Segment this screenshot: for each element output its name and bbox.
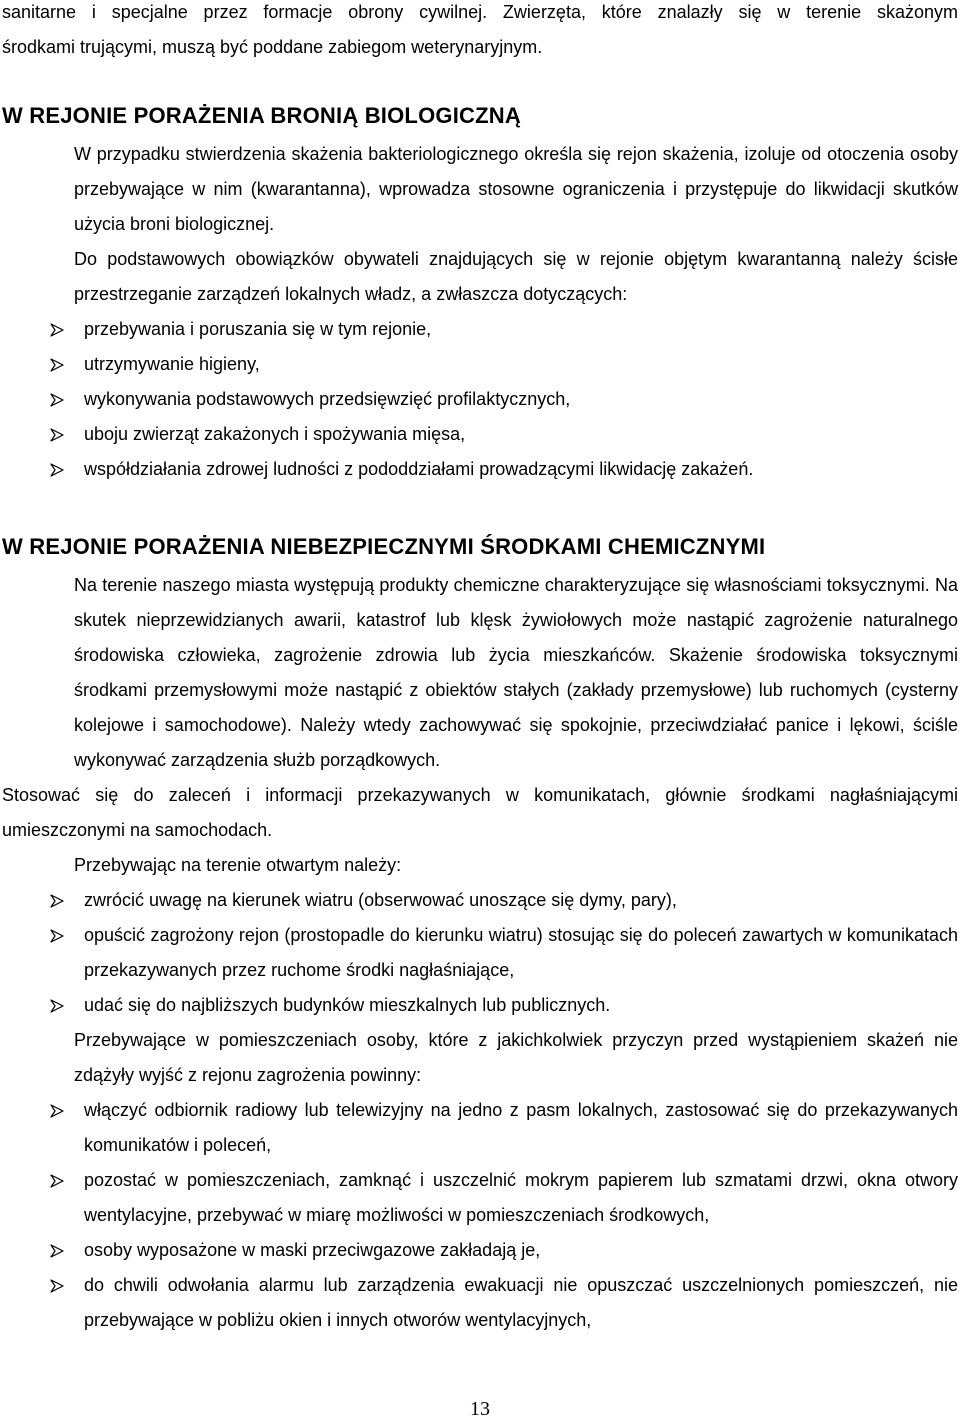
indoor-list-item [0, 1093, 960, 1163]
indoor-list-item-text: do chwili odwołania alarmu lub zarządzenia ewakuacji nie opuszczać uszczelnionych pomieszczeń, nie przebywające w pobliżu okien i innych otworów wentylacyjnych, [84, 1275, 958, 1330]
chem-paragraph-1: Na terenie naszego miasta występują produkty chemiczne charakteryzujące się własnościami toksycznymi. Na skutek nieprzewidzianych awarii, katastrof lub klęsk żywiołowych może nastąpić zagrożenie naturalnego środowiska człowieka, zagrożenie zdrowia lub życia mieszkańców. Skażenie środowiska toksycznymi środkami przemysłowymi może nastąpić z obiektów stałych (zakłady przemysłowe) lub ruchomych (cysterny kolejowe i samochodowe). Należy wtedy zachowywać się spokojnie, przeciwdziałać panice i lękowi, ściśle wykonywać zarządzenia służb porządkowych. [74, 575, 958, 770]
bio-list-item-text: współdziałania zdrowej ludności z pododdziałami prowadzącymi likwidację zakażeń. [84, 459, 754, 479]
indoor-list-item-text: włączyć odbiornik radiowy lub telewizyjny na jedno z pasm lokalnych, zastosować się do przekazywanych komunikatów i poleceń, [84, 1100, 958, 1155]
intro-block [0, 0, 960, 65]
open-list-item-text: udać się do najbliższych budynków mieszkalnych lub publicznych. [84, 995, 611, 1015]
open-list-item [0, 918, 960, 988]
intro-line-1: sanitarne i specjalne przez formacje obrony cywilnej. Zwierzęta, które znalazły się w terenie skażonym [2, 2, 958, 22]
bio-paragraph-1: W przypadku stwierdzenia skażenia bakteriologicznego określa się rejon skażenia, izoluje od otoczenia osoby przebywające w nim (kwarantanna), wprowadza stosowne ograniczenia i przystępuje do likwidacji skutków użycia broni biologicznej. [74, 144, 958, 234]
open-list-item [0, 988, 960, 1023]
indoor-list-item [0, 1233, 960, 1268]
section-heading-chemical: W REJONIE PORAŻENIA NIEBEZPIECZNYMI ŚRODKAMI CHEMICZNYMI [2, 534, 766, 559]
bio-list-item-text: wykonywania podstawowych przedsięwzięć profilaktycznych, [84, 389, 571, 409]
section-chemical [0, 532, 960, 1338]
chem-paragraph-3: Przebywając na terenie otwartym należy: [74, 855, 402, 875]
bio-paragraph-2: Do podstawowych obowiązków obywateli znajdujących się w rejonie objętym kwarantanną należy ścisłe przestrzeganie zarządzeń lokalnych władz, a zwłaszcza dotyczących: [74, 249, 958, 304]
arrowhead-bullet-icon [50, 323, 64, 337]
section-heading-biological: W REJONIE PORAŻENIA BRONIĄ BIOLOGICZNĄ [2, 103, 521, 128]
page-number: 13 [470, 1398, 490, 1420]
arrowhead-bullet-icon [50, 1279, 64, 1293]
open-list-item-text: zwrócić uwagę na kierunek wiatru (obserwować unoszące się dymy, pary), [84, 890, 677, 910]
bio-list-item [0, 382, 960, 417]
section-biological [0, 101, 960, 487]
bio-list-item-text: przebywania i poruszania się w tym rejonie, [84, 319, 432, 339]
arrowhead-bullet-icon [50, 929, 64, 943]
chem-paragraph-2: Stosować się do zaleceń i informacji przekazywanych w komunikatach, głównie środkami nagłaśniającymi umieszczonymi na samochodach. [2, 785, 958, 840]
indoor-list [0, 1093, 960, 1338]
bio-duties-list [0, 312, 960, 487]
bio-list-item [0, 312, 960, 347]
open-list-item [0, 883, 960, 918]
arrowhead-bullet-icon [50, 428, 64, 442]
arrowhead-bullet-icon [50, 1174, 64, 1188]
indoor-list-item [0, 1268, 960, 1338]
arrowhead-bullet-icon [50, 999, 64, 1013]
bio-list-item [0, 347, 960, 382]
indoor-list-item [0, 1163, 960, 1233]
arrowhead-bullet-icon [50, 1104, 64, 1118]
intro-line-2: środkami trującymi, muszą być poddane zabiegom weterynaryjnym. [2, 37, 543, 57]
arrowhead-bullet-icon [50, 463, 64, 477]
indoor-list-item-text: pozostać w pomieszczeniach, zamknąć i uszczelnić mokrym papierem lub szmatami drzwi, okna otwory wentylacyjne, przebywać w miarę możliwości w pomieszczeniach środkowych, [84, 1170, 958, 1225]
bio-list-item-text: utrzymywanie higieny, [84, 354, 260, 374]
bio-list-item [0, 417, 960, 452]
indoor-list-item-text: osoby wyposażone w maski przeciwgazowe zakładają je, [84, 1240, 541, 1260]
open-area-list [0, 883, 960, 1023]
bio-list-item-text: uboju zwierząt zakażonych i spożywania mięsa, [84, 424, 466, 444]
open-list-item-text: opuścić zagrożony rejon (prostopadle do kierunku wiatru) stosując się do poleceń zawartych w komunikatach przekazywanych przez ruchome środki nagłaśniające, [84, 925, 958, 980]
arrowhead-bullet-icon [50, 393, 64, 407]
bio-list-item [0, 452, 960, 487]
arrowhead-bullet-icon [50, 894, 64, 908]
arrowhead-bullet-icon [50, 358, 64, 372]
chem-paragraph-4: Przebywające w pomieszczeniach osoby, które z jakichkolwiek przyczyn przed wystąpieniem skażeń nie zdążyły wyjść z rejonu zagrożenia powinny: [74, 1030, 958, 1085]
arrowhead-bullet-icon [50, 1244, 64, 1258]
